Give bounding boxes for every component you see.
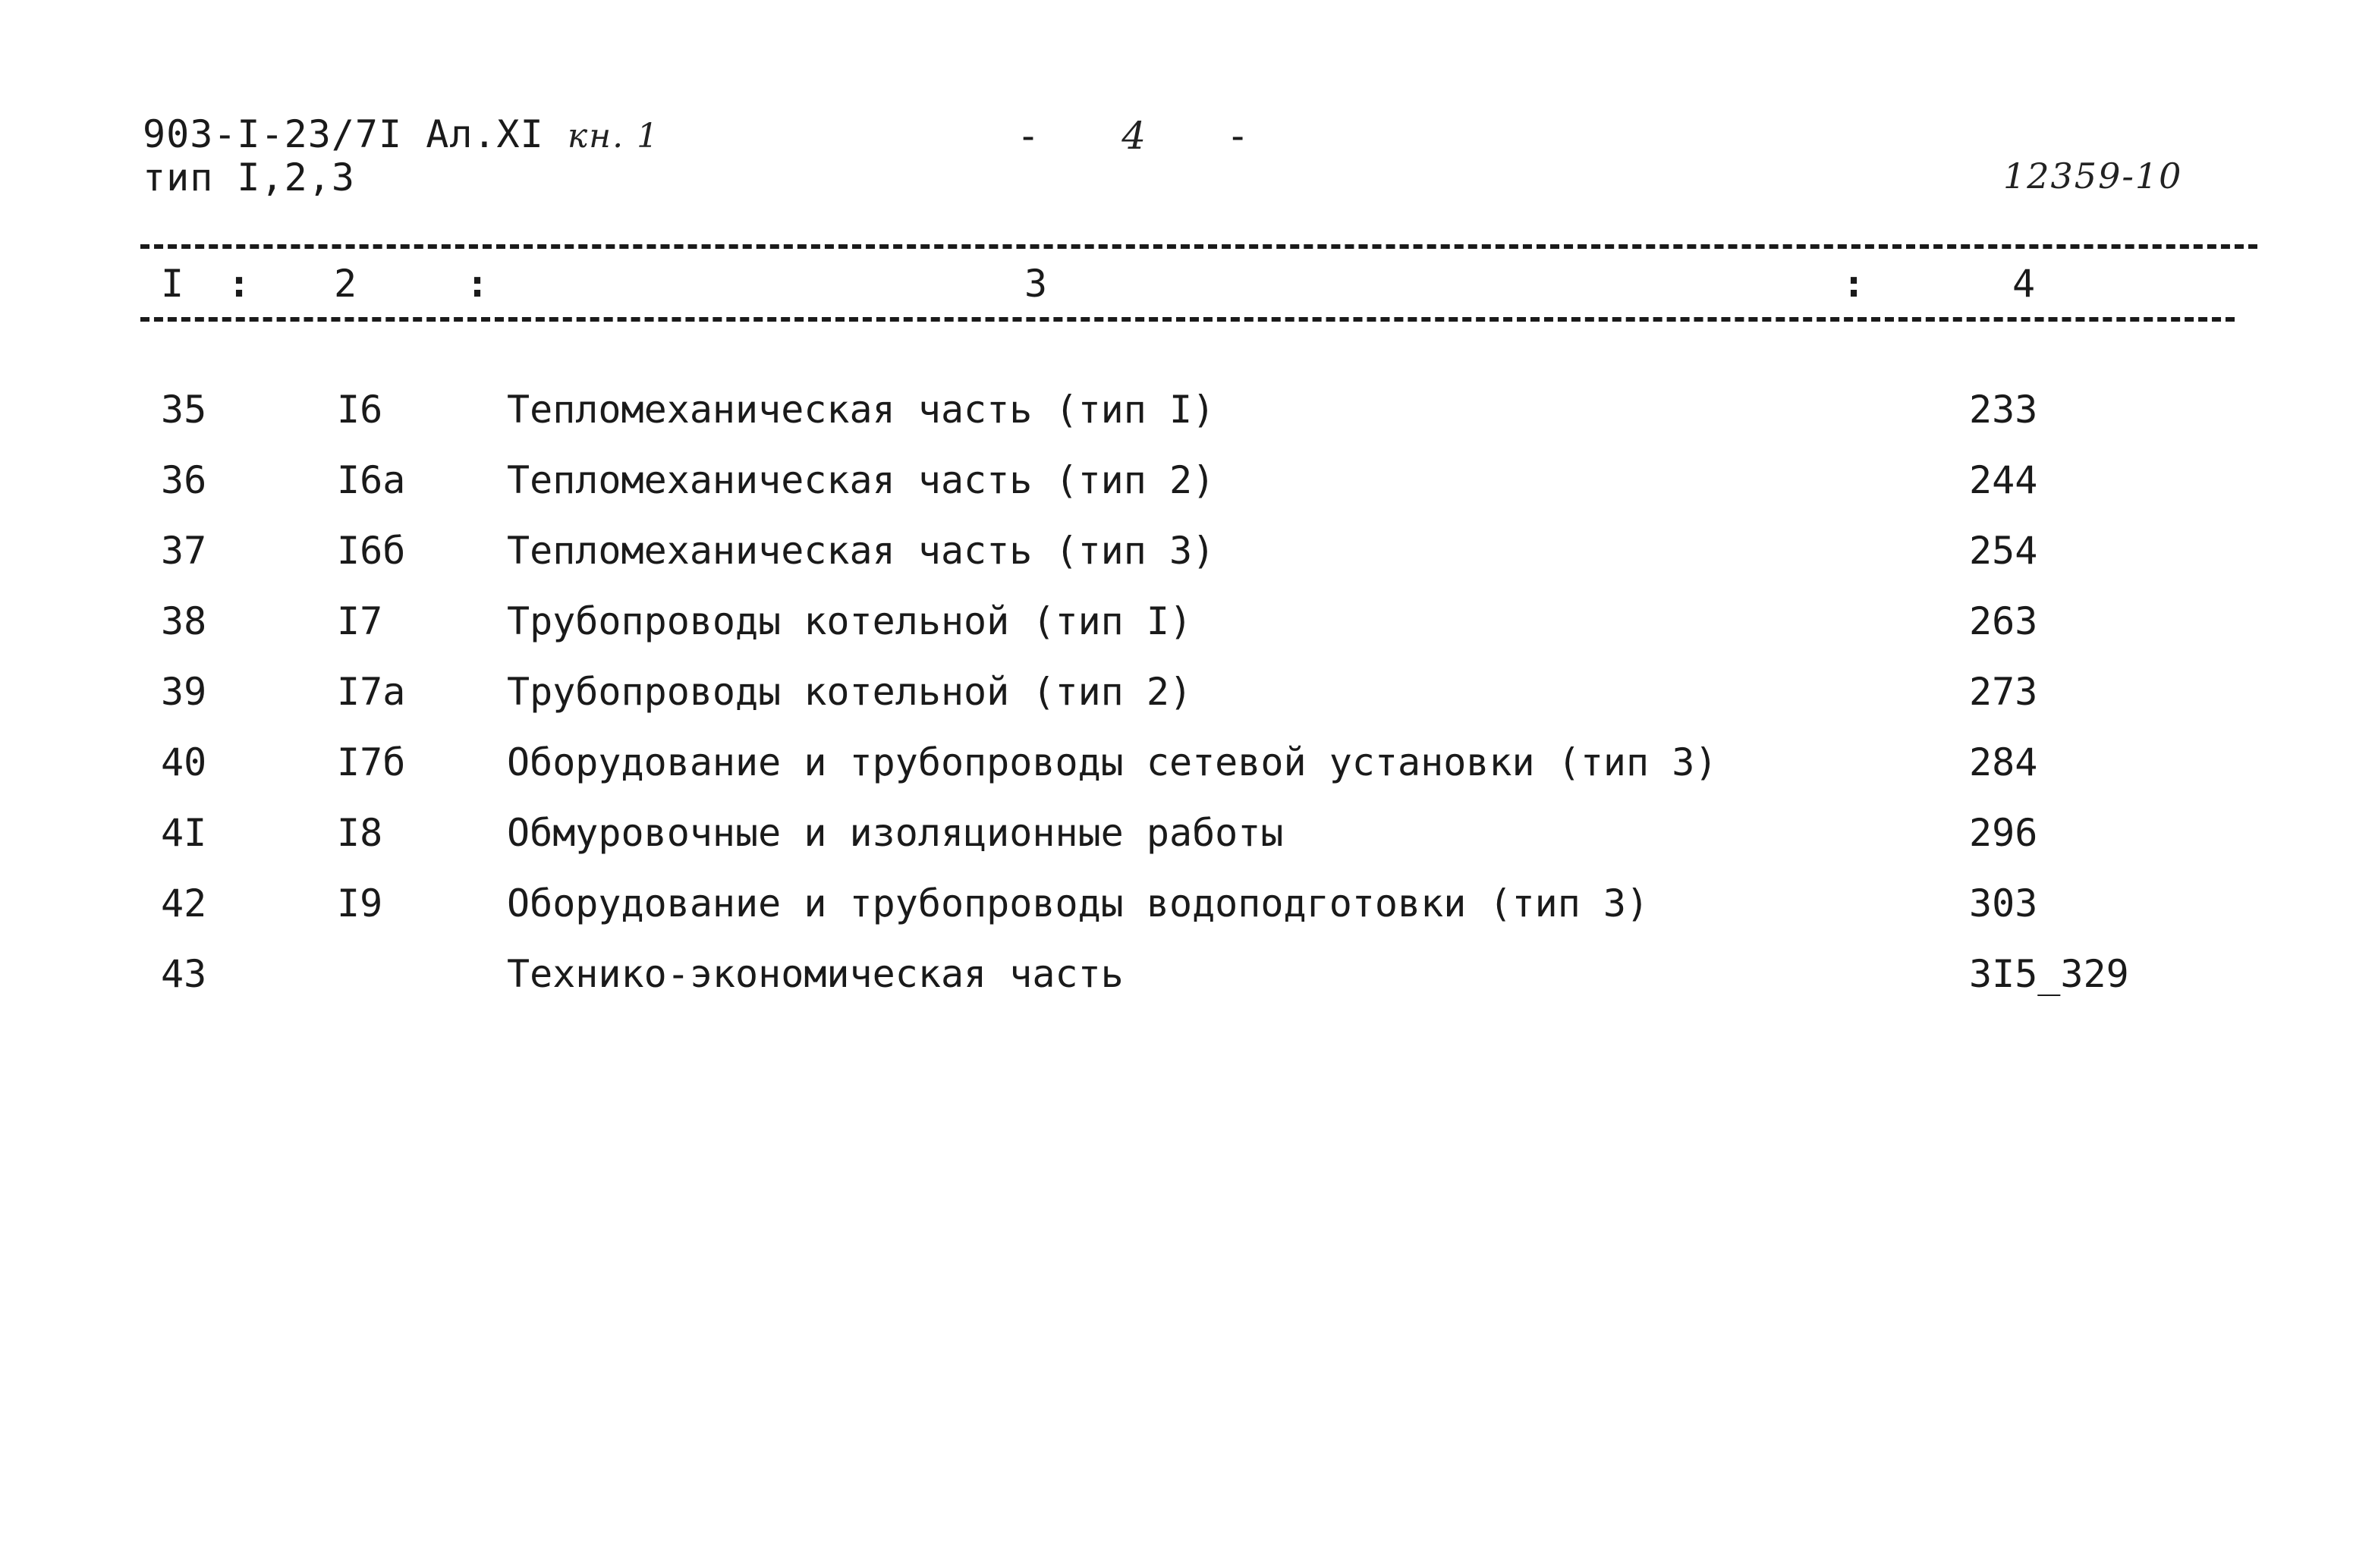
row-number: 40 [161, 740, 207, 784]
page-ref: 244 [1969, 458, 2038, 502]
table-row [0, 520, 2375, 581]
page-ref: 273 [1969, 670, 2038, 714]
sheet-number: I9 [337, 881, 383, 925]
doc-code-line [143, 114, 659, 157]
document-header [143, 114, 659, 198]
table-row [0, 661, 2375, 722]
row-number: 36 [161, 458, 207, 502]
table-row [0, 732, 2375, 793]
section-title: Трубопроводы котельной (тип I) [507, 599, 1193, 643]
row-number: 35 [161, 388, 207, 432]
column-separator: : [1842, 262, 1866, 306]
page-dash-right: - [1226, 114, 1253, 158]
section-title: Тепломеханическая часть (тип 2) [507, 458, 1216, 502]
column-separator: : [228, 262, 251, 306]
page-number-block [1017, 114, 1252, 158]
table-row [0, 591, 2375, 652]
section-title: Трубопроводы котельной (тип 2) [507, 670, 1193, 714]
row-number: 37 [161, 529, 207, 573]
row-number: 39 [161, 670, 207, 714]
section-title: Технико-экономическая часть [507, 952, 1124, 996]
table-rule-bottom [140, 317, 2235, 322]
sheet-number: I7б [337, 740, 406, 784]
sheet-number: I8 [337, 811, 383, 855]
sheet-number: I7 [337, 599, 383, 643]
sheet-number: I7a [337, 670, 406, 714]
table-row [0, 873, 2375, 934]
page-ref: 284 [1969, 740, 2038, 784]
page-number: 4 [1121, 114, 1148, 158]
page-ref: 233 [1969, 388, 2038, 432]
table-row [0, 803, 2375, 863]
table-row [0, 450, 2375, 511]
reference-number-block [2003, 156, 2182, 196]
column-header-3: 3 [1024, 262, 1048, 306]
row-number: 4I [161, 811, 207, 855]
section-title: Обмуровочные и изоляционные работы [507, 811, 1284, 855]
column-header-4: 4 [2012, 262, 2036, 306]
type-line: тип I,2,3 [143, 156, 355, 200]
row-number: 43 [161, 952, 207, 996]
page-ref: 254 [1969, 529, 2038, 573]
table-row [0, 944, 2375, 1004]
reference-number: 12359-10 [2003, 156, 2183, 196]
column-header-1: I [161, 262, 184, 306]
book-note: кн. 1 [567, 117, 660, 156]
row-number: 42 [161, 881, 207, 925]
table-rule-top [140, 244, 2257, 249]
sheet-number: I6б [337, 529, 406, 573]
doc-code: 903-I-23/7I Ал.XI [143, 112, 544, 156]
page-dash-left: - [1017, 114, 1043, 158]
page-ref: 303 [1969, 881, 2038, 925]
page-ref: 296 [1969, 811, 2038, 855]
table-row [0, 379, 2375, 440]
section-title: Тепломеханическая часть (тип I) [507, 388, 1216, 432]
sheet-number: I6 [337, 388, 383, 432]
page-ref: 3I5_329 [1969, 952, 2129, 996]
column-header-2: 2 [334, 262, 357, 306]
column-separator: : [466, 262, 489, 306]
section-title: Тепломеханическая часть (тип 3) [507, 529, 1216, 573]
page-ref: 263 [1969, 599, 2038, 643]
section-title: Оборудование и трубопроводы водоподготовки (тип 3) [507, 881, 1650, 925]
sheet-number: I6a [337, 458, 406, 502]
row-number: 38 [161, 599, 207, 643]
section-title: Оборудование и трубопроводы сетевой установки (тип 3) [507, 740, 1718, 784]
